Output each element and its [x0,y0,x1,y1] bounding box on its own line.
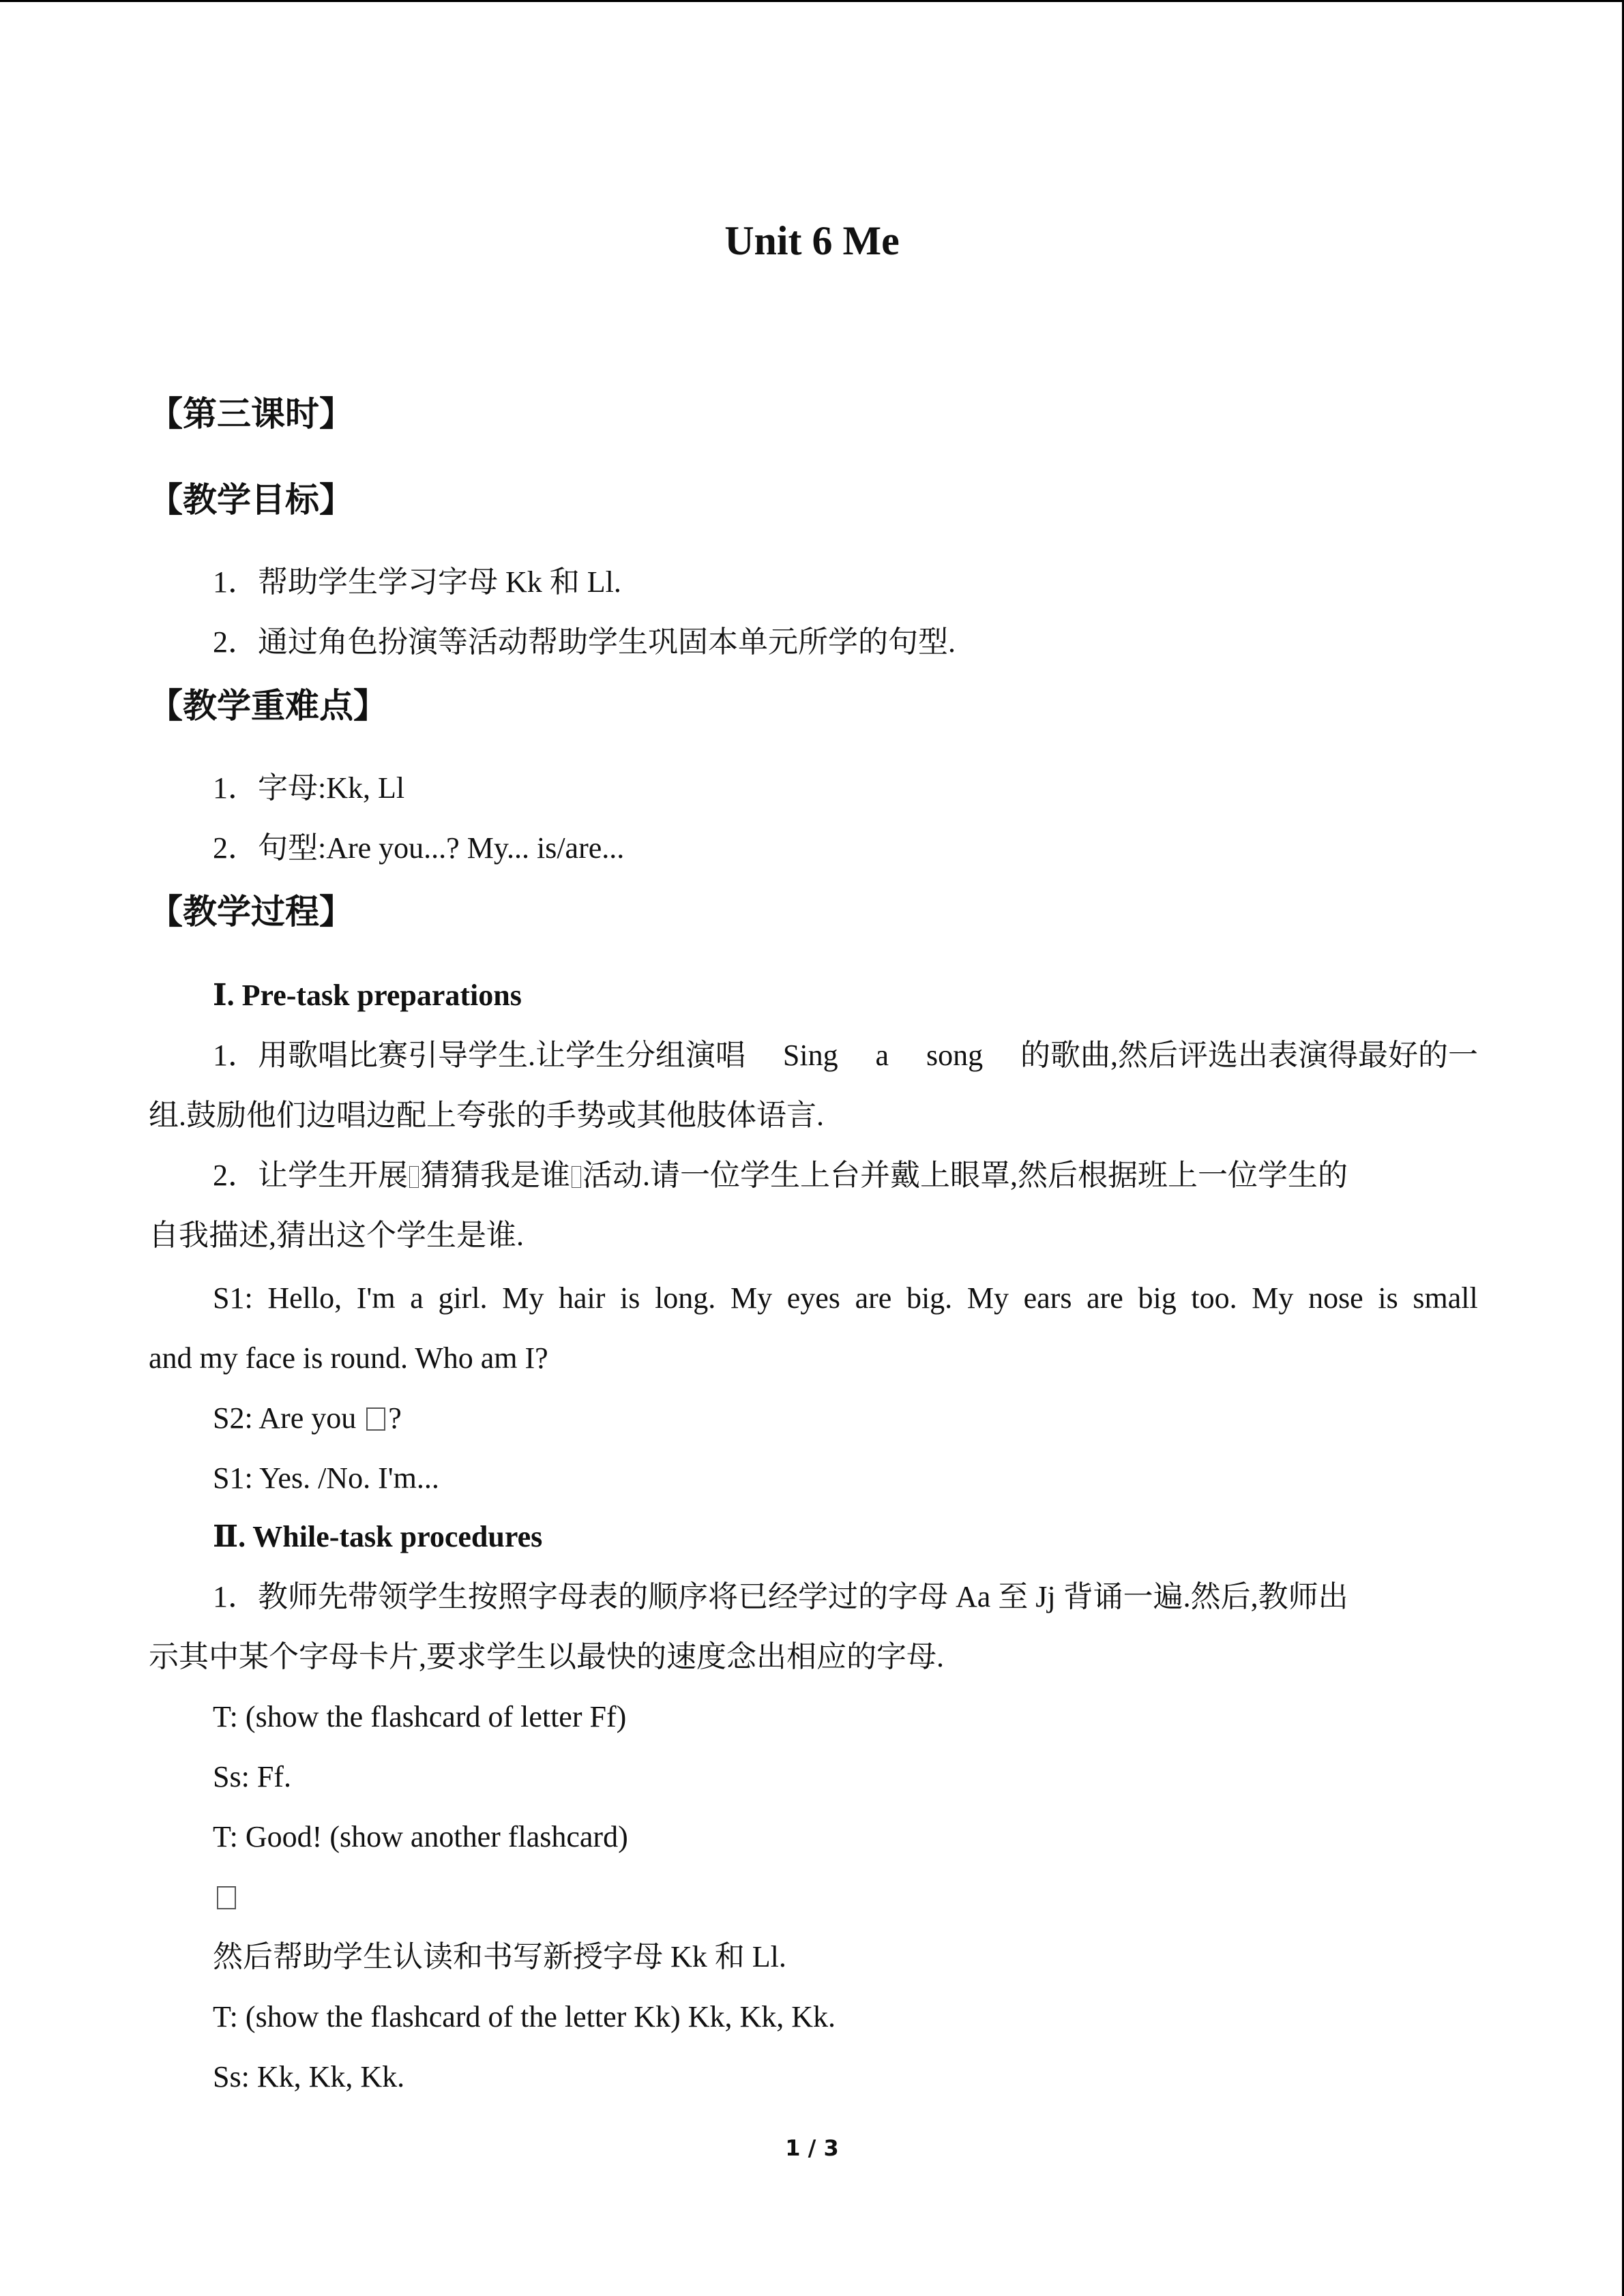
word: a [410,1281,424,1315]
word: My [966,1281,1009,1315]
word: small [1413,1281,1478,1315]
word: big [1138,1281,1177,1315]
word: are [1087,1281,1123,1315]
heading-key-points: 【教学重难点】 [149,686,387,726]
missing-glyph-box [409,1166,419,1188]
section-heading-pre-task: Ⅰ. Pre-task preparations [213,979,522,1012]
word: Hello, [267,1281,342,1315]
word: song [926,1039,984,1072]
word: girl. [438,1281,488,1315]
dialog-line: Ss: Ff. [213,1760,291,1793]
pre-task-paragraph-2-line-1 [213,1154,1348,1197]
while-task-paragraph-1-line-2: 示其中某个字母卡片,要求学生以最快的速度念出相应的字母. [149,1640,944,1673]
word: My [1252,1281,1294,1315]
dialog-s1-line-1 [213,1277,1478,1320]
pre-task-paragraph-1-line-2: 组.鼓励他们边唱边配上夸张的手势或其他肢体语言. [149,1099,824,1132]
dialog-line: T: (show the flashcard of letter Ff) [213,1700,627,1733]
dialog-line: T: Good! (show another flashcard) [213,1820,628,1853]
key-point-item: 2．句型:Are you...? My... is/are... [213,831,625,865]
pre-task-paragraph-2-line-2: 自我描述,猜出这个学生是谁. [149,1219,524,1252]
word: is [1378,1281,1398,1315]
missing-glyph-line [213,1875,239,1919]
heading-period: 【第三课时】 [149,394,353,434]
word: 的歌曲,然后评选出表演得最好的一 [1020,1039,1478,1072]
word: My [730,1281,773,1315]
dialog-s2 [213,1397,402,1440]
document-title: Unit 6 Me [724,218,900,263]
text-run: ? [388,1401,402,1435]
word: S1: [213,1281,253,1315]
word: long. [655,1281,716,1315]
heading-objectives: 【教学目标】 [149,480,353,520]
word: is [620,1281,640,1315]
while-task-paragraph-1-line-1: 1．教师先带领学生按照字母表的顺序将已经学过的字母 Aa 至 Jj 背诵一遍.然后,教师出 [213,1580,1348,1613]
word: ears [1023,1281,1072,1315]
text-run: S2: Are you [213,1401,364,1435]
word: a [875,1039,889,1072]
word: 1．用歌唱比赛引导学生.让学生分组演唱 [213,1039,745,1072]
objective-item: 2．通过角色扮演等活动帮助学生巩固本单元所学的句型. [213,625,956,659]
text-run: 活动.请一位学生上台并戴上眼罩,然后根据班上一位学生的 [582,1159,1348,1192]
word: big. [906,1281,953,1315]
word: Sing [782,1039,838,1072]
missing-glyph-box [366,1407,385,1431]
heading-process: 【教学过程】 [149,892,353,931]
page-number: 1 / 3 [785,2135,839,2161]
dialog-line: T: (show the flashcard of the letter Kk) Kk, Kk, Kk. [213,2000,836,2033]
dialog-line: Ss: Kk, Kk, Kk. [213,2060,405,2093]
while-task-paragraph-2: 然后帮助学生认读和书写新授字母 Kk 和 Ll. [213,1940,786,1973]
page-border-top [0,0,1624,2]
word: My [502,1281,544,1315]
word: eyes [786,1281,840,1315]
pre-task-paragraph-1-line-1 [213,1034,1478,1077]
key-point-item: 1．字母:Kk, Ll [213,771,405,805]
dialog-s1-reply: S1: Yes. /No. I'm... [213,1461,439,1495]
word: I'm [356,1281,396,1315]
word: too. [1191,1281,1237,1315]
section-heading-while-task: Ⅱ. While-task procedures [213,1520,543,1553]
objective-item: 1．帮助学生学习字母 Kk 和 Ll. [213,565,621,599]
word: hair [558,1281,606,1315]
word: nose [1308,1281,1363,1315]
dialog-s1-line-2: and my face is round. Who am I? [149,1341,548,1375]
text-run: 2．让学生开展 [213,1159,408,1192]
word: are [855,1281,892,1315]
text-run: 猜猜我是谁 [420,1159,570,1192]
missing-glyph-box [217,1886,236,1909]
missing-glyph-box [572,1166,581,1188]
